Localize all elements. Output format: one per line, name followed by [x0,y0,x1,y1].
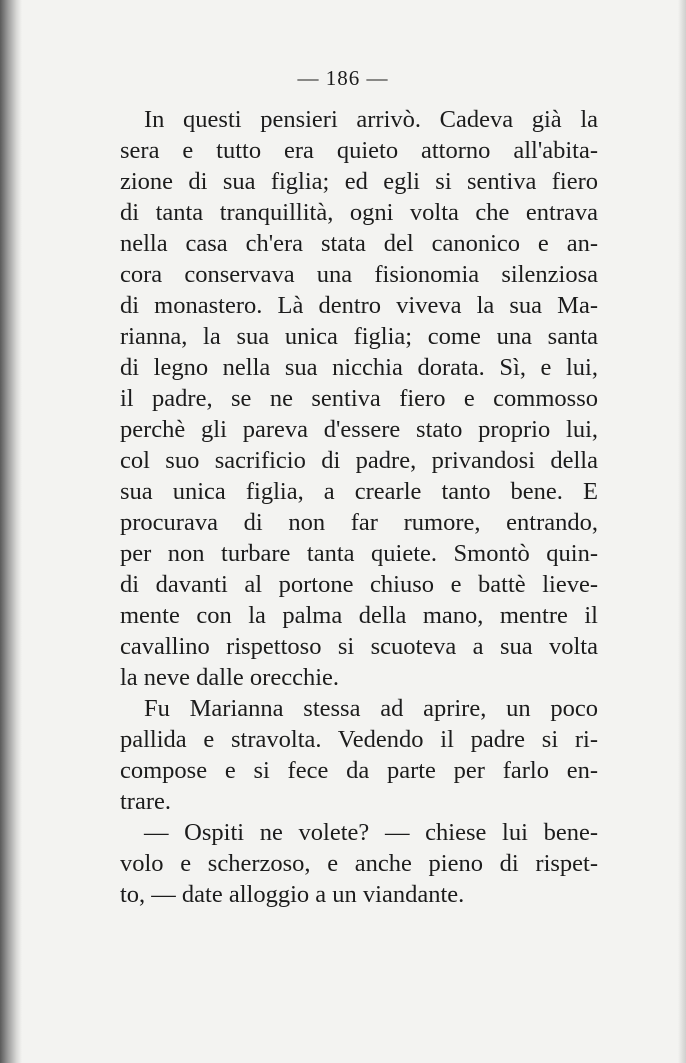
text-line: pallida e stravolta. Vedendo il padre si ri- [120,726,598,753]
text-line: per non turbare tanta quiete. Smontò quin- [120,540,598,567]
text-line: il padre, se ne sentiva fiero e commosso [120,385,598,412]
text-line: rianna, la sua unica figlia; come una santa [120,323,598,350]
text-line: In questi pensieri arrivò. Cadeva già la [144,106,598,133]
text-line: nella casa ch'era stata del canonico e an- [120,230,598,257]
text-line: di davanti al portone chiuso e battè lieve- [120,571,598,598]
text-line: sua unica figlia, a crearle tanto bene. E [120,478,598,505]
text-line: zione di sua figlia; ed egli si sentiva fiero [120,168,598,195]
page-gutter-shadow [0,0,22,1063]
page-number: — 186 — [297,66,389,90]
text-line: volo e scherzoso, e anche pieno di rispet- [120,850,598,877]
text-line: la neve dalle orecchie. [120,664,340,691]
text-line: cora conservava una fisionomia silenziosa [120,261,598,288]
text-line: sera e tutto era quieto attorno all'abita- [120,137,598,164]
text-line: perchè gli pareva d'essere stato proprio lui, [120,416,598,443]
body-text [120,104,598,910]
text-line: di legno nella sua nicchia dorata. Sì, e lui, [120,354,598,381]
text-line: col suo sacrificio di padre, privandosi della [120,447,598,474]
text-line: procurava di non far rumore, entrando, [120,509,598,536]
text-line: to, — date alloggio a un viandante. [120,881,465,908]
text-line: compose e si fece da parte per farlo en- [120,757,598,784]
text-line: di monastero. Là dentro viveva la sua Ma- [120,292,598,319]
text-line: cavallino rispettoso si scuoteva a sua volta [120,633,598,660]
text-line: mente con la palma della mano, mentre il [120,602,598,629]
text-line: Fu Marianna stessa ad aprire, un poco [144,695,598,722]
text-line: — Ospiti ne volete? — chiese lui bene- [144,819,598,846]
page-edge-shadow [678,0,686,1063]
text-line: trare. [120,788,171,815]
text-line: di tanta tranquillità, ogni volta che entrava [120,199,598,226]
